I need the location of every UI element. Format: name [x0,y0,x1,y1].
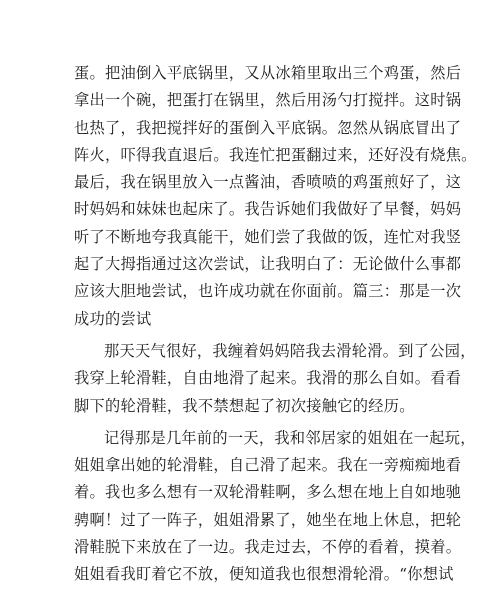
text-line: 也热了，我把搅拌好的蛋倒入平底锅。忽然从锅底冒出了 [74,118,462,137]
text-line: 姐姐拿出她的轮滑鞋，自己滑了起来。我在一旁痴痴地看 [74,456,462,475]
article-body [74,60,477,589]
text-line: 阵火，吓得我直退后。我连忙把蛋翻过来，还好没有烧焦。 [74,145,477,164]
paragraph-start-line: 记得那是几年前的一天，我和邻居家的姐姐在一起玩， [104,428,476,447]
text-line: 我穿上轮滑鞋，自由地滑了起来。我滑的那么自如。看看 [74,369,462,388]
text-line: 时妈妈和妹妹也起床了。我告诉她们我做好了早餐，妈妈 [74,200,462,219]
paragraph-start-line: 那天天气很好，我缠着妈妈陪我去滑轮滑。到了公园， [104,341,476,360]
text-line: 骋啊！过了一阵子，姐姐滑累了，她坐在地上休息，把轮 [74,510,462,529]
text-line: 脚下的轮滑鞋，我不禁想起了初次接触它的经历。 [74,396,415,415]
text-line: 着。我也多么想有一双轮滑鞋啊，多么想在地上自如地驰 [74,483,462,502]
text-line: 起了大拇指通过这次尝试，让我明白了：无论做什么事都 [74,255,462,274]
text-line: 应该大胆地尝试，也许成功就在你面前。篇三：那是一次 [74,282,462,301]
text-line: 蛋。把油倒入平底锅里，又从冰箱里取出三个鸡蛋，然后 [74,64,462,82]
text-line: 姐姐看我盯着它不放，便知道我也很想滑轮滑。“你想试 [74,565,454,584]
text-line: 滑鞋脱下来放在了一边。我走过去，不停的看着，摸着。 [74,538,462,557]
text-line: 最后，我在锅里放入一点酱油，香喷喷的鸡蛋煎好了，这 [74,173,462,192]
text-line: 拿出一个碗，把蛋打在锅里，然后用汤勺打搅拌。这时锅 [74,91,462,110]
text-line: 成功的尝试 [74,309,152,328]
text-line: 听了不断地夸我真能干，她们尝了我做的饭，连忙对我竖 [74,227,462,246]
